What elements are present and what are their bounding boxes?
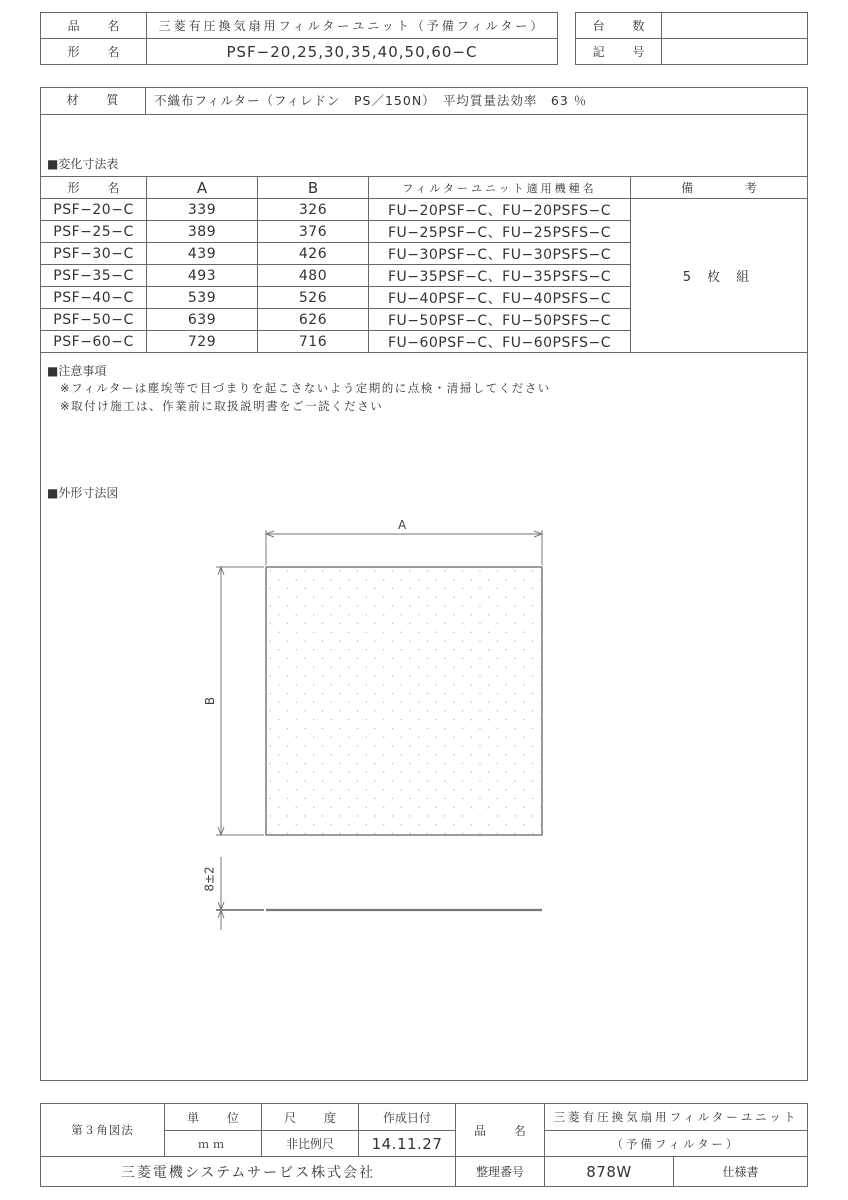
row-units: FU−60PSF−C、FU−60PSFS−C [369,331,631,353]
dimension-table-heading: ■変化寸法表 [47,157,119,171]
row-a: 339 [147,199,258,221]
symbol-label: 記 号 [576,39,662,65]
doc-number-label: 整理番号 [456,1157,545,1187]
row-model: PSF−30−C [41,243,147,265]
filter-body [266,567,542,835]
row-b: 526 [258,287,369,309]
row-units: FU−50PSF−C、FU−50PSFS−C [369,309,631,331]
date-value: 14.11.27 [359,1131,456,1157]
scale-value: 非比例尺 [262,1131,359,1157]
row-model: PSF−60−C [41,331,147,353]
row-a: 439 [147,243,258,265]
dimension-thickness [216,857,264,930]
row-a: 539 [147,287,258,309]
row-b: 426 [258,243,369,265]
model-label: 形 名 [41,39,147,65]
row-model: PSF−20−C [41,199,147,221]
title-product-name-line2: （予備フィルター） [545,1131,808,1157]
row-units: FU−30PSF−C、FU−30PSFS−C [369,243,631,265]
remarks-cell: 5 枚 組 [631,199,808,353]
row-model: PSF−40−C [41,287,147,309]
quantity-label: 台 数 [576,13,662,39]
dimension-b [216,567,264,835]
row-a: 493 [147,265,258,287]
col-units: フィルターユニット適用機種名 [369,177,631,199]
row-units: FU−25PSF−C、FU−25PSFS−C [369,221,631,243]
col-model: 形 名 [41,177,147,199]
note-item: ※取付け施工は、作業前に取扱説明書をご一読ください [60,399,384,413]
col-remarks: 備 考 [631,177,808,199]
notes-heading: ■注意事項 [47,364,107,378]
material-label: 材 質 [40,87,146,114]
doc-number-value: 878W [545,1157,674,1187]
scale-label: 尺 度 [262,1104,359,1131]
title-product-name-label: 品 名 [456,1104,545,1157]
doc-type: 仕様書 [674,1157,808,1187]
unit-value: ｍｍ [165,1131,262,1157]
row-b: 480 [258,265,369,287]
row-model: PSF−35−C [41,265,147,287]
title-product-name-line1: 三菱有圧換気扇用フィルターユニット [545,1104,808,1131]
product-name-value: 三菱有圧換気扇用フィルターユニット（予備フィルター） [147,13,558,39]
product-name-label: 品 名 [41,13,147,39]
date-label: 作成日付 [359,1104,456,1131]
row-a: 729 [147,331,258,353]
col-a: A [147,177,258,199]
row-b: 376 [258,221,369,243]
row-b: 716 [258,331,369,353]
model-value: PSF−20,25,30,35,40,50,60−C [147,39,558,65]
dimension-a [266,530,542,565]
row-units: FU−20PSF−C、FU−20PSFS−C [369,199,631,221]
row-a: 639 [147,309,258,331]
projection-method: 第３角図法 [41,1104,165,1157]
dimension-b-label: B [203,696,218,706]
material-value: 不織布フィルター（フィレドン PS／150N） 平均質量法効率 63 ％ [154,93,588,108]
row-b: 326 [258,199,369,221]
title-block [40,1103,808,1187]
drawing-heading: ■外形寸法図 [47,486,119,500]
row-units: FU−40PSF−C、FU−40PSFS−C [369,287,631,309]
row-model: PSF−50−C [41,309,147,331]
company-name: 三菱電機システムサービス株式会社 [41,1157,456,1187]
row-b: 626 [258,309,369,331]
row-units: FU−35PSF−C、FU−35PSFS−C [369,265,631,287]
unit-label: 単 位 [165,1104,262,1131]
row-a: 389 [147,221,258,243]
thickness-label: 8±2 [202,866,217,892]
note-item: ※フィルターは塵埃等で目づまりを起こさないよう定期的に点検・清掃してください [60,381,551,395]
dimension-a-label: A [398,518,407,532]
col-b: B [258,177,369,199]
row-model: PSF−25−C [41,221,147,243]
